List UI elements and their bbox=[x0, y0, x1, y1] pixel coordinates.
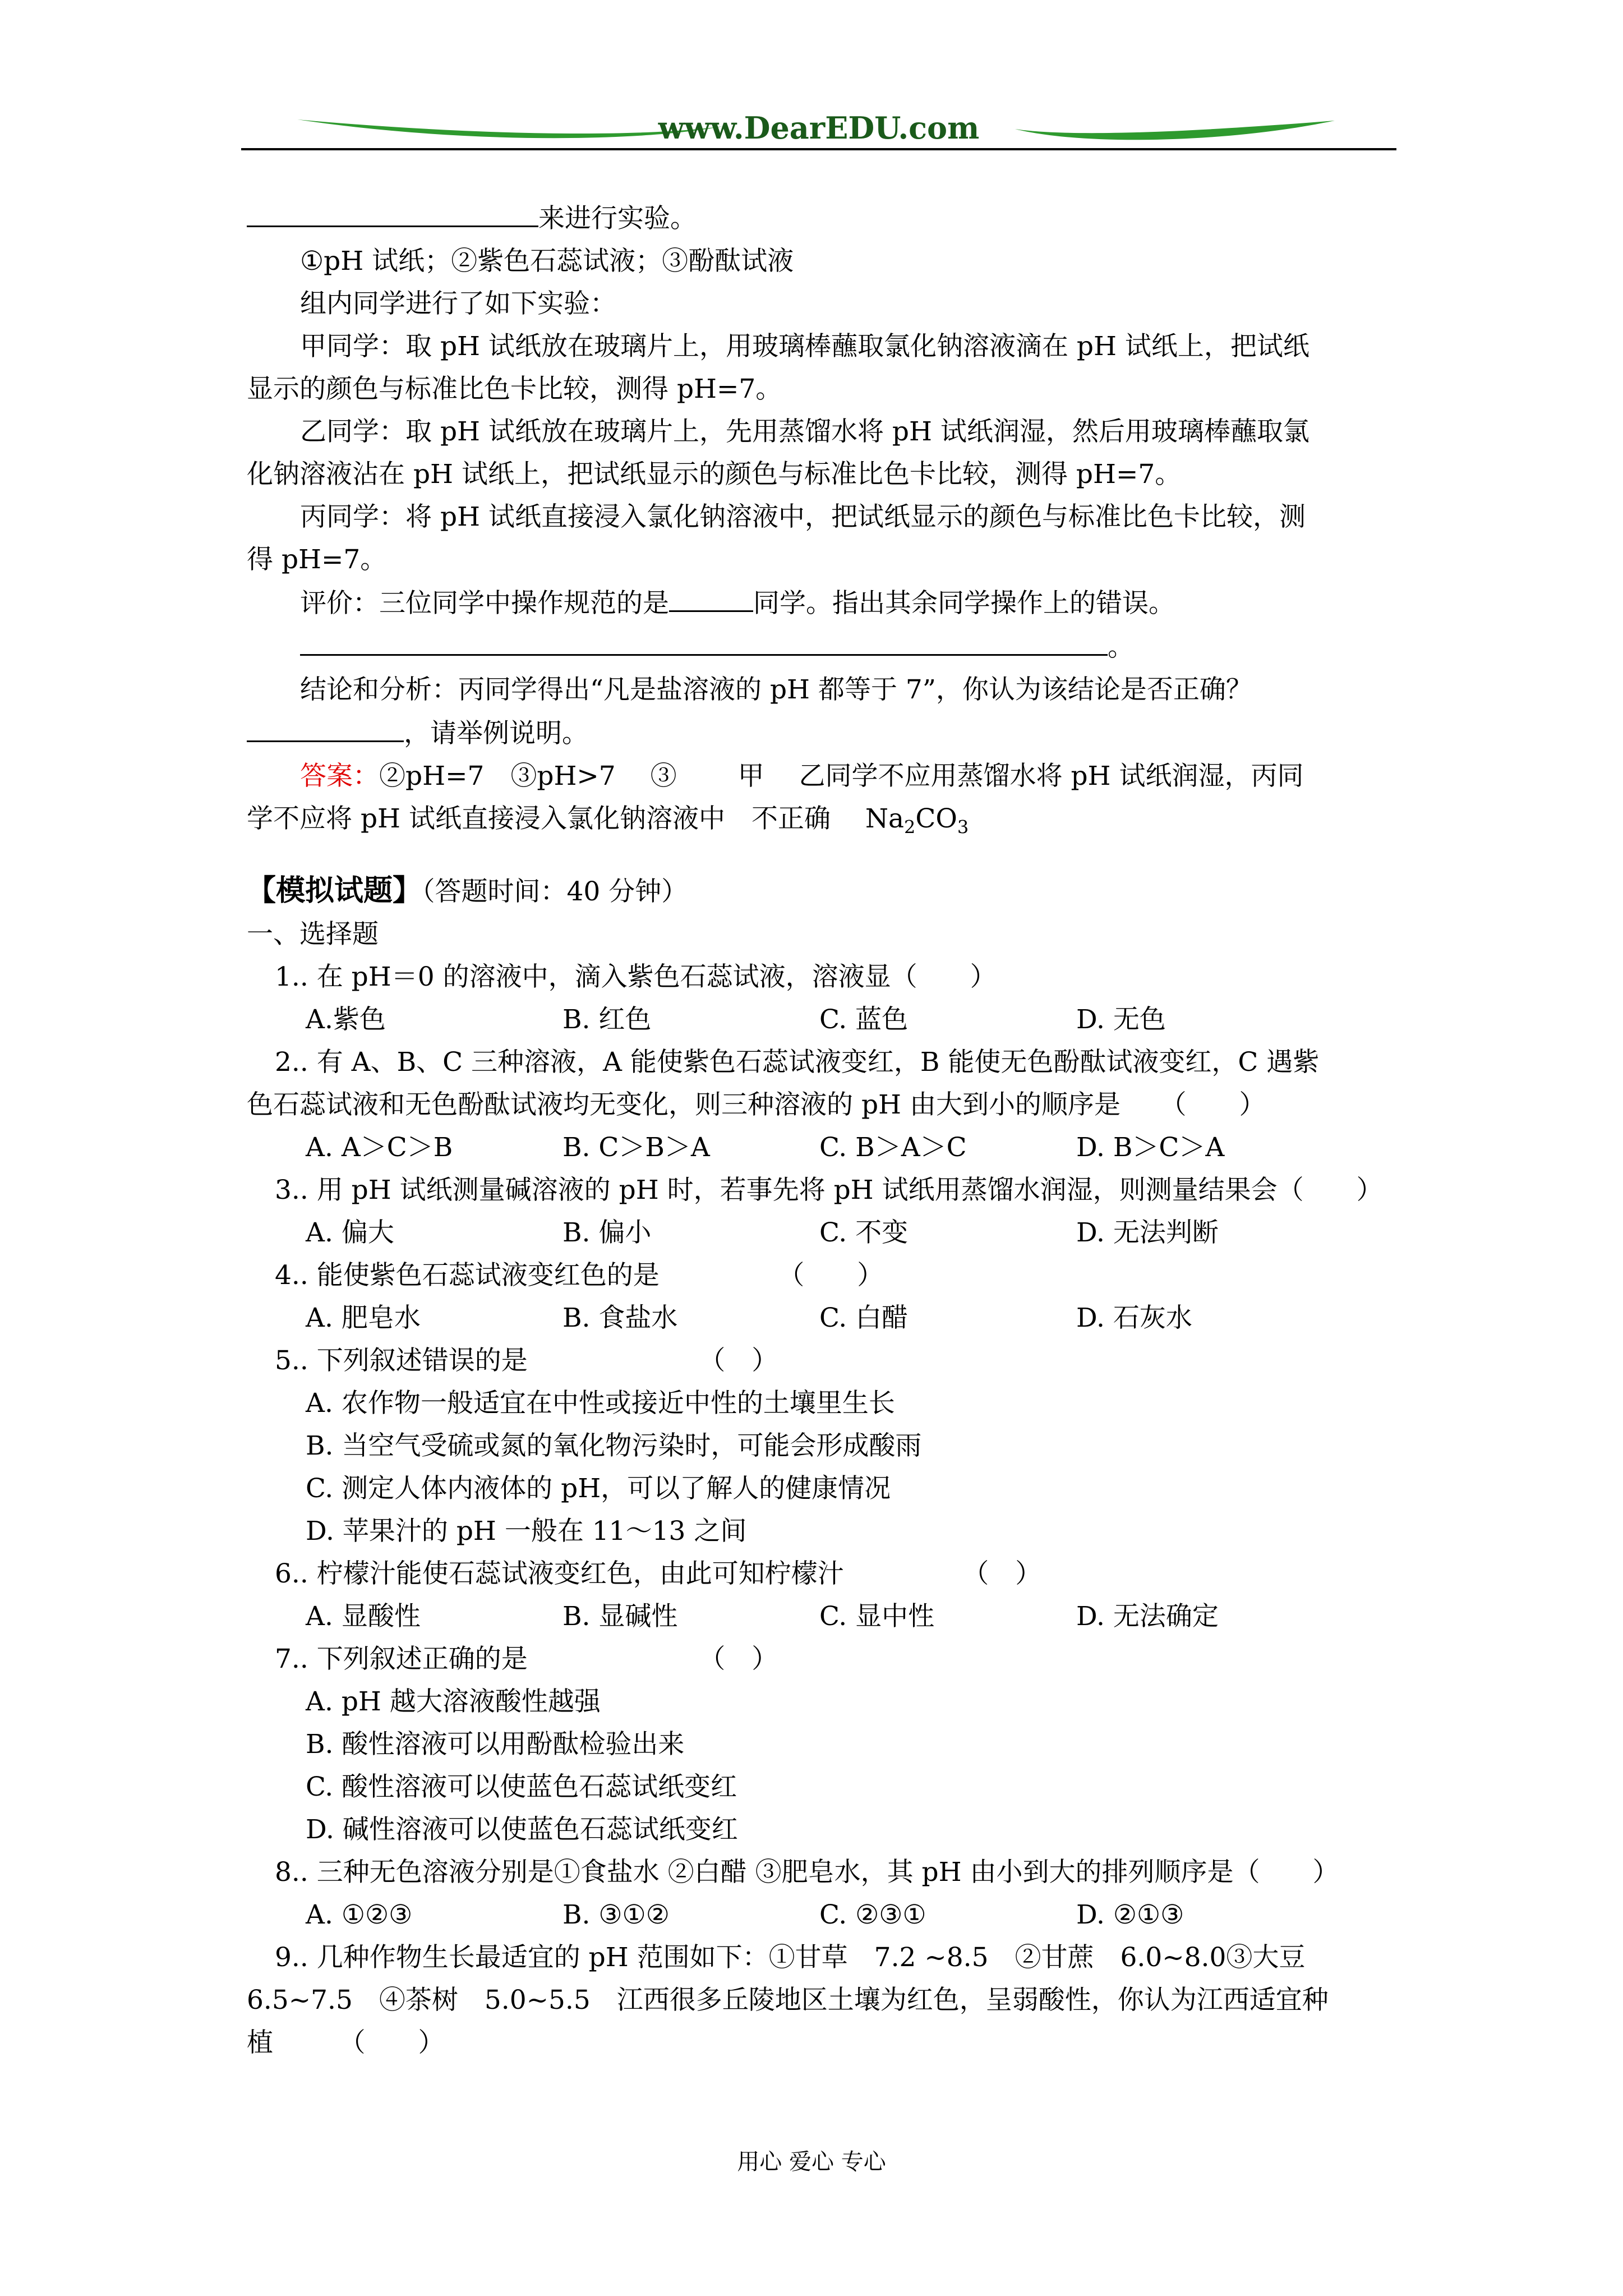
question-2-stem: 2.. 有 A、B、C 三种溶液，A 能使紫色石蕊试液变红，B 能使无色酚酞试液变红，C 遇紫 bbox=[275, 1047, 1320, 1078]
answer-line: 答案：②pH=7 ③pH>7 ③ 甲 乙同学不应用蒸馏水将 pH 试纸润湿，丙同 bbox=[300, 761, 1304, 792]
site-header-banner bbox=[241, 104, 1396, 160]
question-4-stem: 4.. 能使紫色石蕊试液变红色的是 （ ） bbox=[275, 1260, 884, 1291]
conclusion-text: 结论和分析：丙同学得出“凡是盐溶液的 pH 都等于 7”，你认为该结论是否正确？ bbox=[300, 674, 1252, 705]
option[interactable]: D. 无色 bbox=[1076, 1004, 1166, 1036]
question-9-stem-cont: 植 （ ） bbox=[247, 2027, 445, 2059]
answer-blank[interactable] bbox=[247, 711, 404, 742]
student-jia-text: 甲同学：取 pH 试纸放在玻璃片上，用玻璃棒蘸取氯化钠溶液滴在 pH 试纸上，把试纸 bbox=[300, 331, 1310, 362]
question-9-stem-cont: 6.5~7.5 ④茶树 5.0~5.5 江西很多丘陵地区土壤为红色，呈弱酸性，你认为江西适宜种 bbox=[247, 1985, 1329, 2016]
question-9-stem: 9.. 几种作物生长最适宜的 pH 范围如下：①甘草 7.2 ~8.5 ②甘蔗 6.0~8.0③大豆 bbox=[275, 1942, 1306, 1973]
section-time: （答题时间：40 分钟） bbox=[422, 876, 688, 908]
answer-label: 答案： bbox=[300, 761, 379, 792]
option[interactable]: B. 红色 bbox=[562, 1004, 652, 1036]
student-bing-text-cont: 得 pH=7。 bbox=[247, 544, 387, 575]
option[interactable]: D. 无法判断 bbox=[1076, 1217, 1219, 1249]
option[interactable]: C. 白醋 bbox=[819, 1303, 909, 1334]
header-swoosh-icon bbox=[241, 104, 1396, 160]
option[interactable]: C. 测定人体内液体的 pH，可以了解人的健康情况 bbox=[306, 1473, 891, 1504]
answer-blank[interactable] bbox=[247, 196, 538, 227]
option[interactable]: C. 酸性溶液可以使蓝色石蕊试纸变红 bbox=[306, 1772, 737, 1803]
option[interactable]: B. 当空气受硫或氮的氧化物污染时，可能会形成酸雨 bbox=[306, 1430, 922, 1462]
question-2-options bbox=[247, 1126, 1413, 1169]
option[interactable]: B. 显碱性 bbox=[562, 1601, 678, 1632]
answer-line-cont: 学不应将 pH 试纸直接浸入氯化钠溶液中 不正确 $Na_2CO_3$ bbox=[247, 803, 969, 838]
question-3-stem: 3.. 用 pH 试纸测量碱溶液的 pH 时，若事先将 pH 试纸用蒸馏水润湿，则测量结果会（ ） bbox=[275, 1175, 1383, 1206]
option[interactable]: A. 偏大 bbox=[306, 1217, 394, 1249]
option[interactable]: A.紫色 bbox=[306, 1004, 386, 1036]
reagent-list: ①pH 试纸；②紫色石蕊试液；③酚酞试液 bbox=[300, 246, 794, 277]
option[interactable]: A. 肥皂水 bbox=[306, 1303, 421, 1334]
question-8-options bbox=[247, 1894, 1413, 1936]
option[interactable]: B. 偏小 bbox=[562, 1217, 652, 1249]
option[interactable]: A. 显酸性 bbox=[306, 1601, 421, 1632]
question-1-options bbox=[247, 999, 1413, 1041]
option[interactable]: C. 蓝色 bbox=[819, 1004, 909, 1036]
option[interactable]: A. A＞C＞B bbox=[306, 1132, 453, 1163]
option[interactable]: D. 碱性溶液可以使蓝色石蕊试纸变红 bbox=[306, 1814, 738, 1846]
part-heading: 一、选择题 bbox=[247, 919, 379, 950]
conclusion-text-cont: ，请举例说明。 bbox=[247, 711, 1413, 755]
option[interactable]: A. 农作物一般适宜在中性或接近中性的土壤里生长 bbox=[306, 1388, 895, 1419]
student-yi-text-cont: 化钠溶液沾在 pH 试纸上，把试纸显示的颜色与标准比色卡比较，测得 pH=7。 bbox=[247, 459, 1182, 490]
question-6-options bbox=[247, 1595, 1413, 1638]
question-8-stem: 8.. 三种无色溶液分别是①食盐水 ②白醋 ③肥皂水，其 pH 由小到大的排列顺序是（ ） bbox=[275, 1857, 1339, 1888]
student-jia-text-cont: 显示的颜色与标准比色卡比较，测得 pH=7。 bbox=[247, 374, 782, 404]
option[interactable]: A. pH 越大溶液酸性越强 bbox=[306, 1686, 601, 1718]
header-divider bbox=[241, 148, 1396, 150]
answer-blank[interactable] bbox=[300, 625, 1108, 656]
option[interactable]: B. C＞B＞A bbox=[562, 1132, 710, 1163]
section-heading bbox=[247, 869, 1413, 913]
intro-text: 组内同学进行了如下实验： bbox=[300, 288, 616, 319]
student-bing-text: 丙同学：将 pH 试纸直接浸入氯化钠溶液中，把试纸显示的颜色与标准比色卡比较，测 bbox=[300, 501, 1306, 532]
page-footer: 用心 爱心 专心 bbox=[737, 2149, 886, 2175]
option[interactable]: B. 酸性溶液可以用酚酞检验出来 bbox=[306, 1729, 685, 1760]
option[interactable]: C. 不变 bbox=[819, 1217, 909, 1249]
option[interactable]: C. ②③① bbox=[819, 1899, 926, 1931]
option[interactable]: D. 无法确定 bbox=[1076, 1601, 1219, 1632]
fill-in-line: 来进行实验。 bbox=[247, 196, 1413, 240]
question-6-stem: 6.. 柠檬汁能使石蕊试液变红色，由此可知柠檬汁 （ ） bbox=[275, 1558, 1042, 1590]
option[interactable]: B. 食盐水 bbox=[562, 1303, 678, 1334]
option[interactable]: C. 显中性 bbox=[819, 1601, 935, 1632]
question-5-stem: 5.. 下列叙述错误的是 （ ） bbox=[275, 1345, 778, 1377]
question-2-stem-cont: 色石蕊试液和无色酚酞试液均无变化，则三种溶液的 pH 由大到小的顺序是 （ ） bbox=[247, 1089, 1266, 1121]
section-title: 【模拟试题】 bbox=[247, 873, 422, 908]
question-4-options bbox=[247, 1297, 1413, 1340]
evaluation-text: 评价：三位同学中操作规范的是 同学。指出其余同学操作上的错误。 bbox=[247, 581, 1413, 625]
question-7-stem: 7.. 下列叙述正确的是 （ ） bbox=[275, 1644, 778, 1675]
question-3-options bbox=[247, 1212, 1413, 1254]
question-1-stem: 1.. 在 pH＝0 的溶液中，滴入紫色石蕊试液，溶液显（ ） bbox=[275, 961, 997, 993]
option[interactable]: D. 苹果汁的 pH 一般在 11～13 之间 bbox=[306, 1516, 747, 1547]
option[interactable]: D. 石灰水 bbox=[1076, 1303, 1192, 1334]
option[interactable]: B. ③①② bbox=[562, 1899, 670, 1931]
option[interactable]: A. ①②③ bbox=[306, 1899, 413, 1931]
option[interactable]: D. ②①③ bbox=[1076, 1899, 1184, 1931]
answer-blank[interactable] bbox=[669, 581, 753, 612]
document-body bbox=[247, 196, 1413, 2064]
option[interactable]: C. B＞A＞C bbox=[819, 1132, 967, 1163]
evaluation-blank-line: 。 bbox=[247, 625, 1413, 669]
option[interactable]: D. B＞C＞A bbox=[1076, 1132, 1225, 1163]
site-logo-text: www.DearEDU.com bbox=[658, 110, 980, 146]
student-yi-text: 乙同学：取 pH 试纸放在玻璃片上，先用蒸馏水将 pH 试纸润湿，然后用玻璃棒蘸取氯 bbox=[300, 416, 1310, 447]
